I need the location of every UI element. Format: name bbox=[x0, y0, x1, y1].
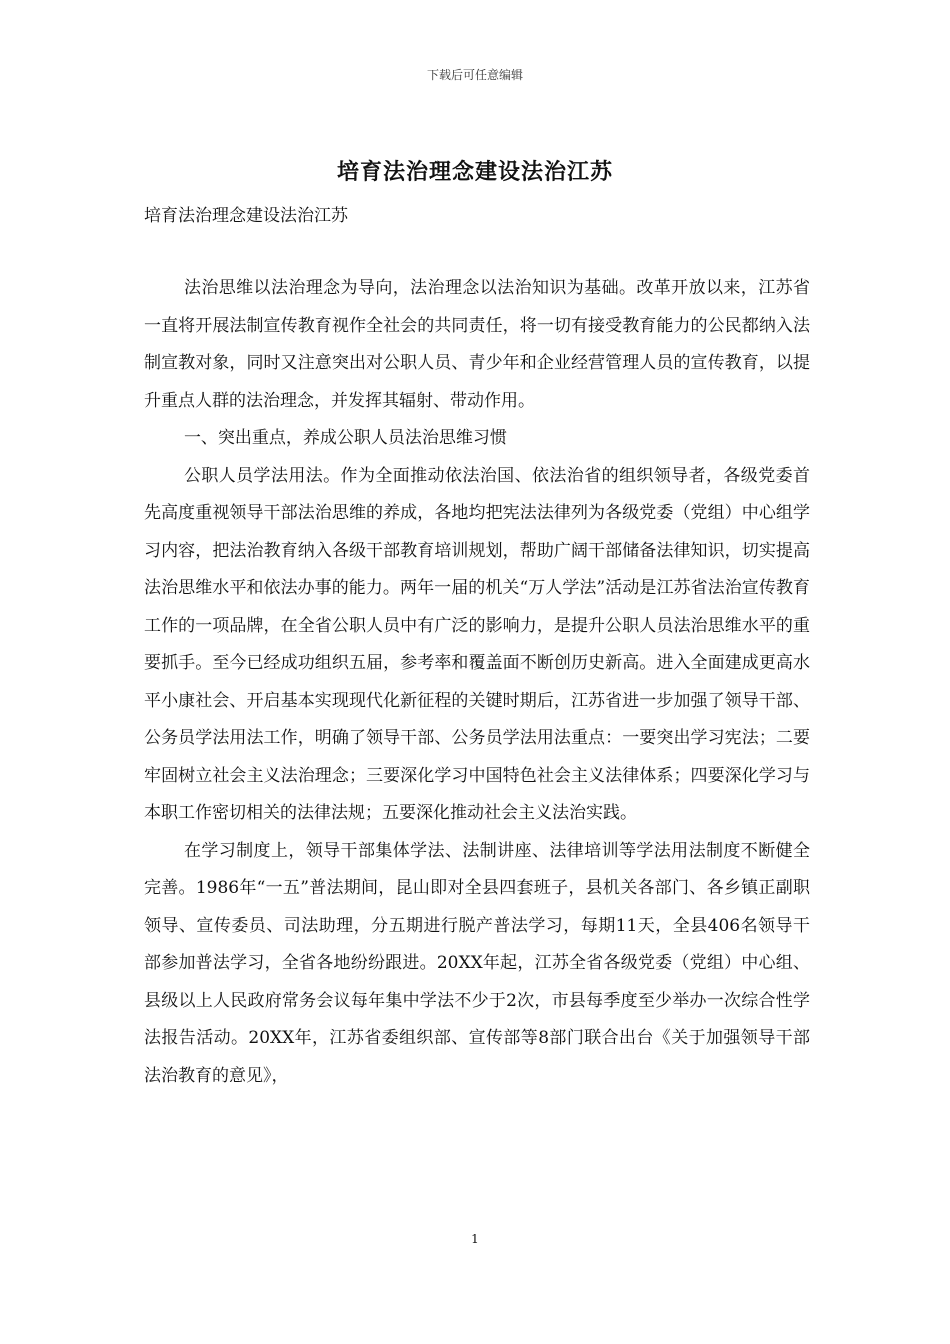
document-body bbox=[144, 270, 810, 1095]
paragraph-intro: 法治思维以法治理念为导向，法治理念以法治知识为基础。改革开放以来，江苏省一直将开展法制宣传教育视作全社会的共同责任，将一切有接受教育能力的公民都纳入法制宣教对象，同时又注意突出对公职人员、青少年和企业经营管理人员的宣传教育，以提升重点人群的法治理念，并发挥其辐射、带动作用。 bbox=[144, 278, 810, 411]
paragraph-study-system: 在学习制度上，领导干部集体学法、法制讲座、法律培训等学法用法制度不断健全完善。1986年“一五”普法期间，昆山即对全县四套班子，县机关各部门、各乡镇正副职领导、宣传委员、司法助理，分五期进行脱产普法学习，每期11天，全县406名领导干部参加普法学习，全省各地纷纷跟进。20XX年起，江苏全省各级党委（党组）中心组、县级以上人民政府常务会议每年集中学法不少于2次，市县每季度至少举办一次综合性学法报告活动。20XX年，江苏省委组织部、宣传部等8部门联合出台《关于加强领导干部法治教育的意见》， bbox=[144, 840, 810, 1086]
page-number: 1 bbox=[471, 1232, 479, 1246]
paragraph-officials-study: 公职人员学法用法。作为全面推动依法治国、依法治省的组织领导者，各级党委首先高度重视领导干部法治思维的养成，各地均把宪法法律列为各级党委（党组）中心组学习内容，把法治教育纳入各级干部教育培训规划，帮助广阔干部储备法律知识，切实提高法治思维水平和依法办事的能力。两年一届的机关“万人学法”活动是江苏省法治宣传教育工作的一项品牌，在全省公职人员中有广泛的影响力，是提升公职人员法治思维水平的重要抓手。至今已经成功组织五届，参考率和覆盖面不断创历史新高。进入全面建成更高水平小康社会、开启基本实现现代化新征程的关键时期后，江苏省进一步加强了领导干部、公务员学法用法工作，明确了领导干部、公务员学法用法重点：一要突出学习宪法；二要牢固树立社会主义法治理念；三要深化学习中国特色社会主义法律体系；四要深化学习与本职工作密切相关的法律法规；五要深化推动社会主义法治实践。 bbox=[144, 465, 810, 823]
section-heading-1: 一、突出重点，养成公职人员法治思维习惯 bbox=[183, 428, 507, 448]
document-title: 培育法治理念建设法治江苏 bbox=[336, 159, 613, 185]
page-header-note: 下载后可任意编辑 bbox=[426, 68, 523, 82]
document-subtitle: 培育法治理念建设法治江苏 bbox=[144, 206, 348, 226]
